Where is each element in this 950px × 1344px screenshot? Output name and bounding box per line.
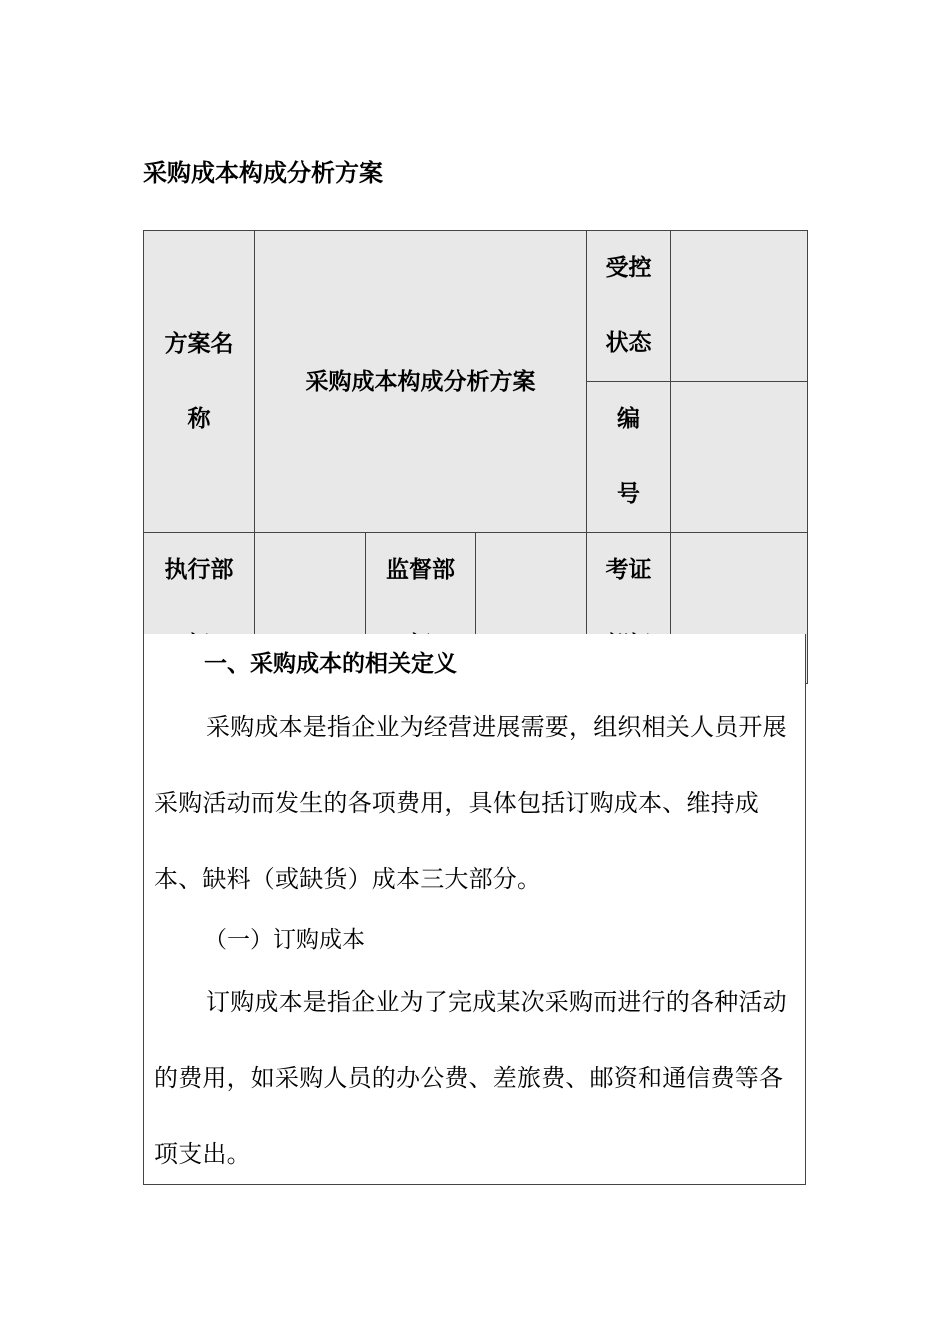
number-value (671, 382, 808, 533)
content-section (143, 634, 806, 1185)
section-paragraph: 采购成本是指企业为经营进展需要，组织相关人员开展采购活动而发生的各项费用，具体包括订购成本、维持成本、缺料（或缺货）成本三大部分。 (154, 713, 787, 893)
document-title: 采购成本构成分析方案 (143, 159, 383, 187)
subsection-paragraph: 订购成本是指企业为了完成某次采购而进行的各种活动的费用，如采购人员的办公费、差旅费、邮资和通信费等各项支出。 (154, 988, 787, 1168)
exec-dept-label: 执行部 (144, 533, 255, 684)
supervise-dept-label: 监督部 (366, 533, 476, 684)
section-heading: 一、采购成本的相关定义 (204, 651, 457, 677)
plan-header-table (143, 230, 808, 684)
audit-dept-label: 考证 (587, 533, 671, 684)
subsection-heading: （一）订购成本 (204, 927, 365, 953)
control-status-label: 受控状态 (587, 231, 671, 382)
plan-name-label: 方案名称 (144, 231, 255, 533)
plan-name-value: 采购成本构成分析方案 (255, 231, 587, 533)
number-label: 编号 (587, 382, 671, 533)
control-status-value (671, 231, 808, 382)
